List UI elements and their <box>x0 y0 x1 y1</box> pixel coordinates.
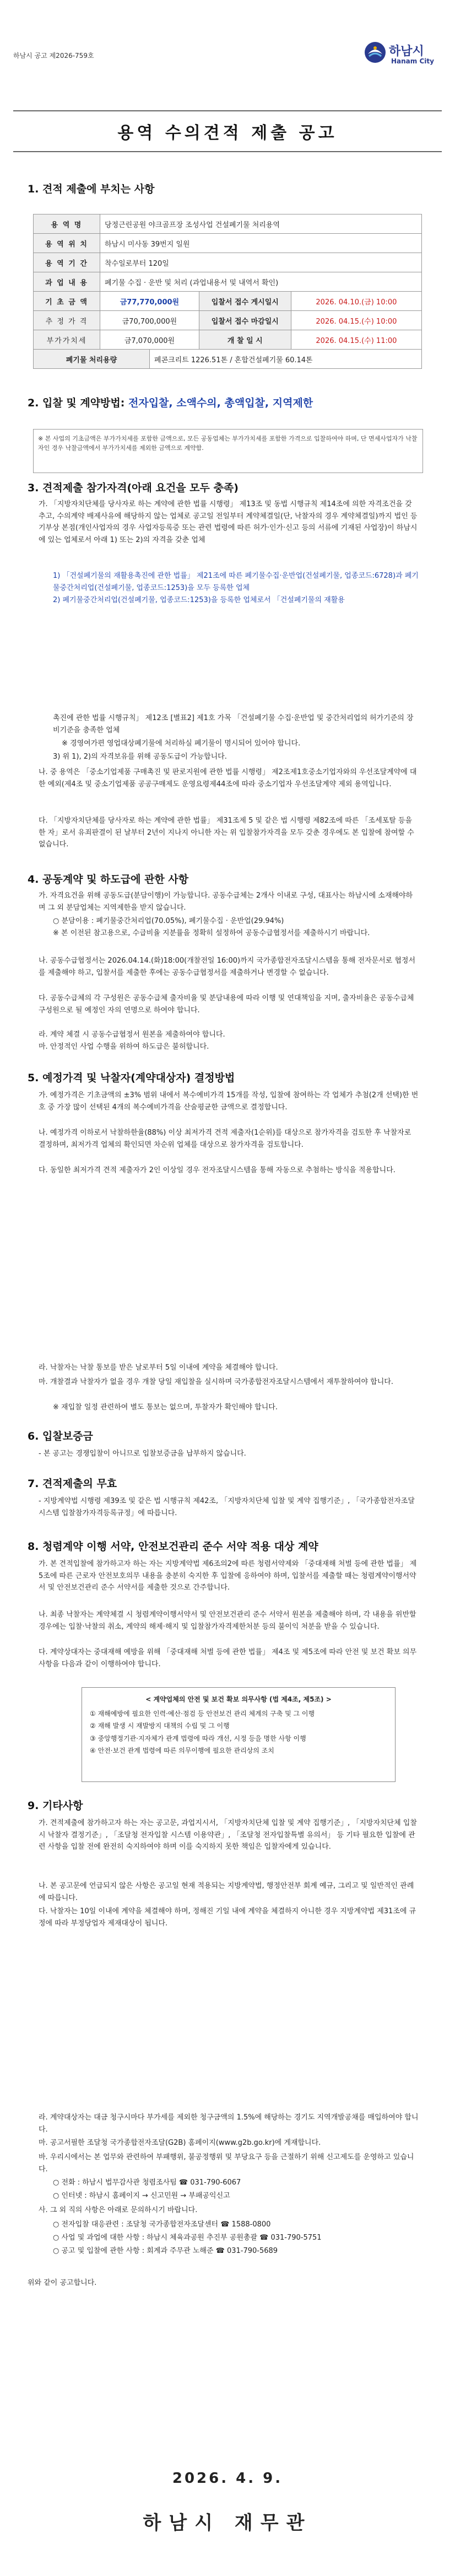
safety-box-item: ① 재해예방에 필요한 인력·예산·점검 등 안전보건 관리 체계의 구축 및 그 이행 <box>90 1710 315 1718</box>
s5-item-ga: 가. 예정가격은 기초금액의 ±3% 범위 내에서 복수예비가격 15개를 작성, 입찰에 참여하는 각 업체가 추첨(2개 선택)한 번호 중 가장 많이 선택된 4개의 복수예비가격을 산술평균한 금액으로 결정합니다. <box>39 1091 419 1112</box>
budget-label: 기 초 금 액 <box>34 292 100 311</box>
s4-item-ga: 가. 자격요건을 위해 공동도급(분담이행)이 가능합니다. 공동수급체는 2개사 이내로 구성, 대표사는 하남시에 소재해야하며 그 외 분담업체는 지역제한을 받지 않습니다. <box>39 892 413 912</box>
row-value: 착수일로부터 120일 <box>100 253 422 272</box>
safety-box-item: ③ 중앙행정기관·지자체가 관계 법령에 따라 개선, 시정 등을 명한 사항 이행 <box>90 1734 306 1742</box>
s8-item-ga: 가. 본 견적입찰에 참가하고자 하는 자는 지방계약법 제6조의2에 따른 청렴서약제와 「중대재해 처벌 등에 관한 법률」 제5조에 따른 근로자 안전보호의무 내용을 충분히 숙지한 후 입찰에 응하여야 하며, 입찰서를 제출할 때는 청렴계약이행서약서 및 안전보건관리 준수 서약서를 제출한 것으로 간주합니다. <box>39 1560 417 1592</box>
s4-item-ma: 마. 안정적인 사업 수행을 위하여 하도급은 불허합니다. <box>39 1043 209 1051</box>
logo-english-name: Hanam City <box>391 57 434 65</box>
capacity-value: 폐콘크리트 1226.51톤 / 혼합건설폐기물 60.14톤 <box>149 350 421 369</box>
s4-item-da: 다. 공동수급체의 각 구성원은 공동수급체 출자비율 및 분담내용에 따라 이행 및 연대책임을 지며, 출자비율은 공동수급체 구성원으로 될 예정인 자의 연명으로 하여야 합니다. <box>39 994 414 1015</box>
document-number: 하남시 공고 제2026-759호 <box>13 52 94 60</box>
section-2-title: 2. 입찰 및 계약방법: <box>28 397 128 409</box>
s8-item-na: 나. 최종 낙찰자는 계약체결 시 청렴계약이행서약서 및 안전보건관리 준수 서약서 원본을 제출해야 하며, 각 내용을 위반할 경우에는 입찰·낙찰의 취소, 계약의 해제·해지 및 입찰참가자격제한처분 등의 불이익 처분을 받을 수 있습니다. <box>39 1611 416 1631</box>
section-9-heading: 9. 기타사항 <box>28 1800 83 1812</box>
close-date-value: 2026. 04.15.(수) 10:00 <box>291 311 421 330</box>
s4-item-ra: 라. 계약 체결 시 공동수급협정서 원본을 제출하여야 합니다. <box>39 1031 225 1039</box>
section-1-heading: 1. 견적 제출에 부치는 사항 <box>28 183 155 195</box>
s5-item-da: 다. 동일한 최저가격 견적 제출자가 2인 이상일 경우 전자조달시스템을 통해 자동으로 추첨하는 방식을 적용합니다. <box>39 1166 396 1174</box>
safety-box-item: ④ 안전·보건 관계 법령에 따른 의무이행에 필요한 관리상의 조치 <box>90 1746 274 1754</box>
section-8-heading: 8. 청렴계약 이행 서약, 안전보건관리 준수 서약 적용 대상 계약 <box>28 1541 318 1553</box>
page-title: 용역 수의견적 제출 공고 <box>13 110 442 152</box>
s3-item-ga3: 3) 위 1), 2)의 자격보유를 위해 공동도급이 가능합니다. <box>53 753 227 761</box>
signer: 하남시 재무관 <box>143 2512 312 2534</box>
s4-item-na: 나. 공동수급협정서는 2026.04.14.(화)18:00(개찰전일 16:00)까지 국가종합전자조달시스템을 통해 전자문서로 협정서를 제출해야 하고, 입찰서를 제출한 후에는 공동수급협정서를 제출하거나 변경할 수 없습니다. <box>39 957 416 977</box>
s9-item-ba2: ○ 인터넷 : 하남시 홈페이지 → 신고민원 → 부패공익신고 <box>53 2192 230 2200</box>
logo-korean-name: 하남시 <box>389 45 424 58</box>
s9-item-sa2: ○ 사업 및 과업에 대한 사항 : 하남시 체육과공원 추진부 공원총괄 ☎ 031-790-5751 <box>53 2234 322 2242</box>
section-3-heading: 3. 견적제출 참가자격(아래 요건을 모두 충족) <box>28 482 239 494</box>
s3-item-ga: 가. 「지방자치단체를 당사자로 하는 계약에 관한 법률 시행령」 제13조 및 동법 시행규칙 제14조에 의한 자격조건을 갖추고, 수의계약 배제사유에 해당하지 않는 업체로 공고일 전일부터 계약체결일(단, 낙찰자의 경우 계약체결일)까지 법인 등기부상 본점(개인사업자의 경우 사업자등록증 또는 관련 법령에 따른 허가·인가·신고 등의 서류에 기재된 사업장)이 하남시에 있는 업체로서 아래 1) 또는 2)의 자격을 갖춘 업체 <box>39 500 418 544</box>
row-label: 용 역 위 치 <box>34 234 100 253</box>
s9-item-da: 다. 낙찰자는 10일 이내에 계약을 체결해야 하며, 정해진 기일 내에 계약을 체결하지 아니한 경우 지방계약법 제31조에 규정에 따라 부정당업자 제재대상이 됩니다. <box>39 1907 416 1928</box>
s3-item-ga2b: 촉진에 관한 법률 시행규칙」 제12조 [별표2] 제1호 가목 「건설폐기물 수집·운반업 및 중간처리업의 허가기준의 장비기준을 충족한 업체 <box>53 714 414 734</box>
close-date-label: 입찰서 접수 마감일시 <box>199 311 291 330</box>
s3-item-da: 다. 「지방자치단체를 당사자로 하는 계약에 관한 법률」 제31조제 5 및 같은 법 시행령 제82조에 따른 「조세포탈 등을 한 자」로서 유죄판결이 된 날부터 2년이 지나지 아니한 자는 위 입찰참가자격을 모두 갖춘 경우에도 본 입찰에 참여할 수 없습니다. <box>39 817 414 849</box>
safety-obligation-box <box>82 1687 396 1782</box>
s9-item-ga: 가. 견적제출에 참가하고자 하는 자는 공고문, 과업지시서, 「지방자치단체 입찰 및 계약 집행기준」, 「지방자치단체 입찰 시 낙찰자 결정기준」, 「조달청 전자입찰 시스템 이용약관」, 「조달청 전자입찰특별 유의서」 등 기타 필요한 입찰에 관련 사항을 입찰 전에 완전히 숙지하여야 하며 이를 숙지하지 못한 책임은 입찰자에게 있습니다. <box>39 1819 417 1852</box>
notice-date: 2026. 4. 9. <box>172 2470 283 2487</box>
s9-item-sa3: ○ 공고 및 입찰에 관한 사항 : 회계과 주무관 노해준 ☎ 031-790-5689 <box>53 2247 278 2255</box>
project-info-table <box>33 214 422 369</box>
s6-body: - 본 공고는 경쟁입찰이 아니므로 입찰보증금을 납부하지 않습니다. <box>39 1450 246 1458</box>
s5-item-ma: 마. 개찰결과 낙찰자가 없을 경우 개찰 당일 재입찰을 실시하며 국가종합전자조달시스템에서 재투찰하여야 합니다. <box>39 1378 393 1386</box>
s9-item-ma: 마. 공고서필한 조달청 국가종합전자조달(G2B) 홈페이지(www.g2b.go.kr)에 게재합니다. <box>39 2139 321 2147</box>
row-value: 당정근린공원 야크골프장 조성사업 건설폐기물 처리용역 <box>100 214 422 234</box>
s9-item-ba: 바. 우리시에서는 본 업무와 관련하여 부패행위, 불공정행위 및 부당요구 등을 근절하기 위해 신고제도를 운영하고 있습니다. <box>39 2153 414 2174</box>
s5-item-ma-note: ※ 재입찰 일정 관련하여 별도 통보는 없으며, 투찰자가 확인해야 합니다. <box>53 1403 278 1412</box>
s3-item-na: 나. 중 용역은 「중소기업제품 구매촉진 및 판로지원에 관한 법률 시행령」 제2조제1호중소기업자와의 우선조달계약에 대한 예외(제4조 및 중소기업제품 공공구매제도 운영요령제44조에 따라 중소기업자 우선조달계약 제외 용역입니다. <box>39 768 417 788</box>
notice-date-label: 입찰서 접수 게시일시 <box>199 292 291 311</box>
s5-item-na: 나. 예정가격 이하로서 낙찰하한율(88%) 이상 최저가격 견적 제출자(1순위)를 대상으로 참가자격을 검토한 후 낙찰자로 결정하며, 최저가격 업체의 확인되면 차순위 업체를 대상으로 참가자격을 검토합니다. <box>39 1129 411 1149</box>
hanam-city-emblem-icon <box>364 41 387 64</box>
row-label: 용 역 기 간 <box>34 253 100 272</box>
hanam-logo <box>364 37 441 71</box>
s4-item-ga-sub1: ○ 분담이용 : 폐기물중간처리업(70.05%), 폐기물수집 · 운반업(29.94%) <box>53 917 284 925</box>
section-6-heading: 6. 입찰보증금 <box>28 1430 93 1442</box>
s9-item-na: 나. 본 공고문에 언급되지 않은 사항은 공고일 현재 적용되는 지방계약법, 행정안전부 회계 예규, 그리고 및 일반적인 관례에 따릅니다. <box>39 1882 414 1902</box>
budget-value: 금77,770,000원 <box>100 292 199 311</box>
s9-item-ba1: ○ 전화 : 하남시 법무감사관 청렴조사팀 ☎ 031-790-6067 <box>53 2178 241 2187</box>
section-2-heading <box>28 395 313 410</box>
s9-item-sa1: ○ 전자입찰 대응관련 : 조달청 국가종합전자조달센터 ☎ 1588-0800 <box>53 2220 271 2229</box>
safety-box-title: < 계약업체의 안전 및 보건 확보 의무사항 (법 제4조, 제5조) > <box>145 1695 332 1703</box>
row-value: 하남시 미사동 39번지 일원 <box>100 234 422 253</box>
estimate-value: 금70,700,000원 <box>100 311 199 330</box>
estimate-label: 추 정 가 격 <box>34 311 100 330</box>
section-5-heading: 5. 예정가격 및 낙찰자(계약대상자) 결정방법 <box>28 1072 235 1084</box>
vat-label: 부가가치세 <box>34 330 100 350</box>
open-date-value: 2026. 04.15.(수) 11:00 <box>291 330 421 350</box>
capacity-label: 폐기물 처리용량 <box>34 350 150 369</box>
row-label: 과 업 내 용 <box>34 272 100 292</box>
closing-text: 위와 같이 공고합니다. <box>28 2279 97 2287</box>
row-value: 폐기물 수집 · 운반 및 처리 (과업내용서 및 내역서 확인) <box>100 272 422 292</box>
section-7-heading: 7. 견적제출의 무효 <box>28 1478 117 1490</box>
s9-item-sa: 사. 그 외 직의 사항은 아래로 문의하시기 바랍니다. <box>39 2206 198 2214</box>
s3-item-ga1: 1) 「건설폐기물의 재활용촉진에 관한 법률」 제21조에 따른 폐기물수집·운반업(건설폐기물, 업종코드:6728)과 폐기물중간처리업(건설폐기물, 업종코드:1253)을 모두 등록한 업체 <box>53 572 419 592</box>
row-label: 용 역 명 <box>34 214 100 234</box>
vat-value: 금7,070,000원 <box>100 330 199 350</box>
safety-box-item: ② 재해 발생 시 재발방지 대책의 수립 및 그 이행 <box>90 1722 230 1730</box>
s8-item-da: 다. 계약상대자는 중대재해 예방을 위해 「중대재해 처벌 등에 관한 법률」 제4조 및 제5조에 따라 안전 및 보건 확보 의무사항을 다음과 같이 이행하여야 합니다. <box>39 1648 417 1668</box>
section-4-heading: 4. 공동계약 및 하도급에 관한 사항 <box>28 873 189 886</box>
open-date-label: 개 찰 일 시 <box>199 330 291 350</box>
vat-note: ※ 본 사업의 기초금액은 부가가치세를 포함한 금액으로, 모든 공동업체는 부가가치세를 포함한 가격으로 입찰하여야 하며, 단 면세사업자가 낙찰자인 경우 낙찰금액에서 부가가치세를 제외한 금액으로 계약함. <box>33 429 423 473</box>
notice-date-value: 2026. 04.10.(금) 10:00 <box>291 292 421 311</box>
s5-item-ra: 라. 낙찰자는 낙찰 통보를 받은 날로부터 5일 이내에 계약을 체결해야 합니다. <box>39 1364 278 1372</box>
s9-item-ra: 라. 계약대상자는 대금 청구시마다 부가세를 제외한 청구금액의 1.5%에 해당하는 경기도 지역개발공채를 매입하여야 합니다. <box>39 2113 419 2134</box>
s4-item-ga-sub2: ※ 본 이전된 참고용으로, 수급비율 지분률을 정확히 설정하여 공동수급협정서를 제출하시기 바랍니다. <box>53 929 370 937</box>
s7-body: - 지방계약법 시행령 제39조 및 같은 법 시행규칙 제42조, 「지방자치단체 입찰 및 계약 집행기준」, 「국가종합전자조달시스템 입찰참가자격등록규정」에 따릅니다. <box>39 1497 415 1517</box>
s3-item-ga2c: ※ 경영여가편 영업대상폐기물에 처리하실 폐기물이 명시되어 있어야 합니다. <box>62 739 301 748</box>
contract-method: 전자입찰, 소액수의, 총액입찰, 지역제한 <box>128 397 313 409</box>
s3-item-ga2: 2) 폐기물중간처리업(건설폐기물, 업종코드:1253)을 등록한 업체로서 「건설폐기물의 재활용 <box>53 596 345 604</box>
